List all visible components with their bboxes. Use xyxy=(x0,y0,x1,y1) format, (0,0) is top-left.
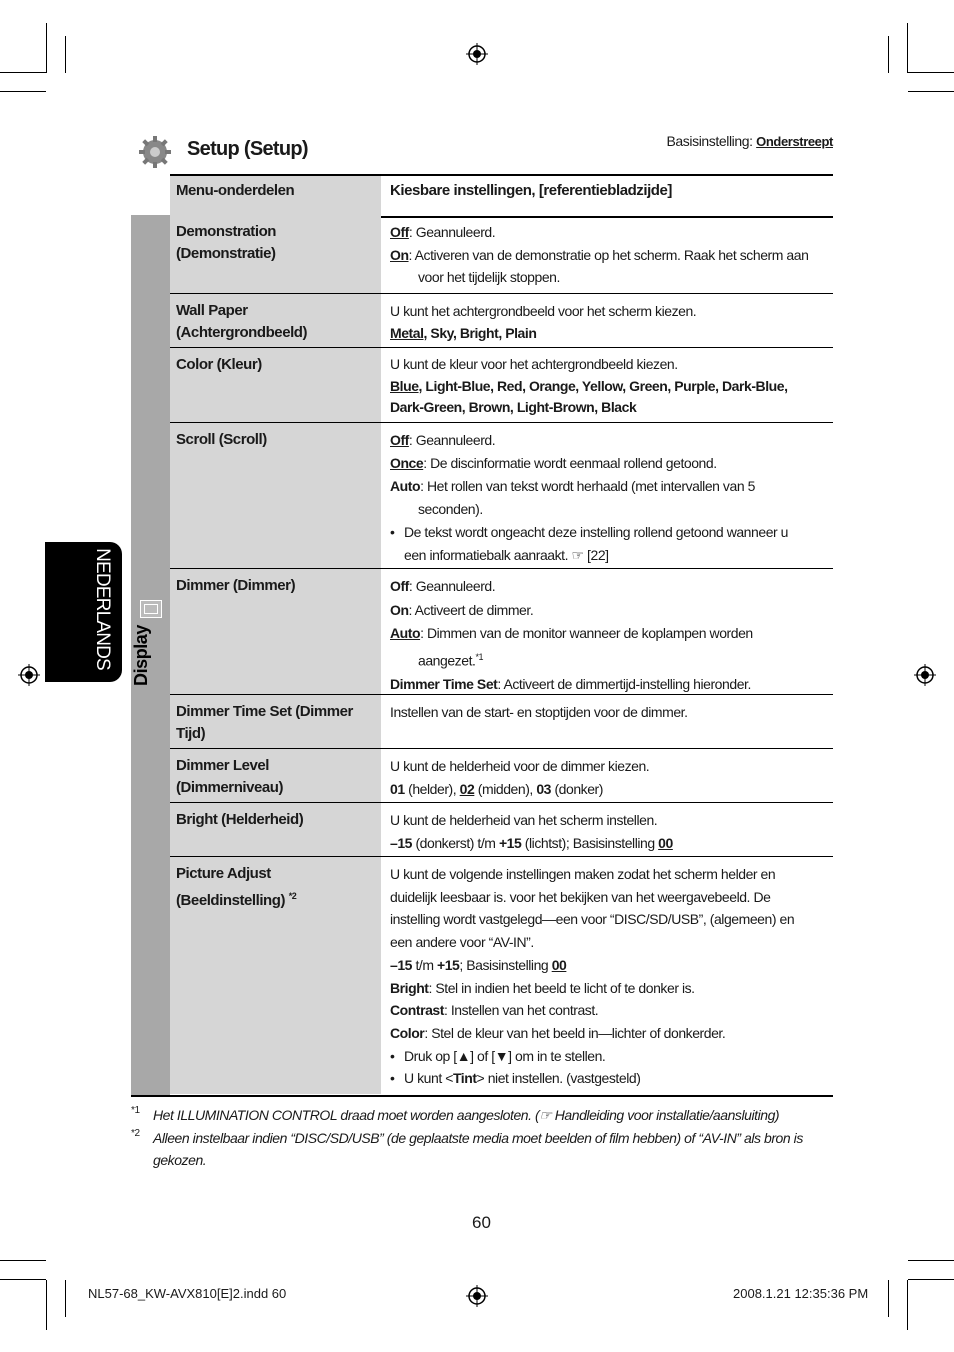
table-row: Picture Adjust (Beeldinstelling) $^{*2}$ U kunt de volgende instellingen maken zodat het scherm helder en duidelijk leesbaar is. voor het bekijken van het weergavebeeld. De instelling wordt vastgelegd—een voor “DISC/SD/USB”, (algemeen) en een andere voor “AV-IN”. –15 t/m +15; Basisinstelling 00 Bright: Stel in indien het beeld te licht of te donker is. Contrast: Instellen van het contrast. Color: Stel de kleur van het beeld in—lichter of donkerder. • Druk op [▲] of [▼] om in te stellen. • U kunt <Tint> niet instellen. (vastgesteld) xyxy=(170,857,833,1094)
display-icon xyxy=(140,600,162,618)
language-tab-label: NEDERLANDS xyxy=(91,548,113,670)
crop-mark xyxy=(65,36,66,73)
crop-mark xyxy=(65,1280,66,1317)
table-row: Dimmer (Dimmer) Off: Geannuleerd. On: Activeert de dimmer. Auto: Dimmen van de monitor wanneer de koplampen worden aangezet.$^{*1}$ Dimmer Time Set: Activeert de dimmertijd-instelling hieronder. xyxy=(170,569,833,695)
column-header-items: Menu-onderdelen xyxy=(176,182,295,199)
table-header xyxy=(170,174,833,218)
crop-mark xyxy=(46,23,47,73)
slug-timestamp: 2008.1.21 12:35:36 PM xyxy=(733,1286,869,1301)
crop-mark xyxy=(907,23,908,73)
crop-mark xyxy=(907,1280,908,1330)
crop-mark xyxy=(908,72,954,73)
crop-mark xyxy=(0,72,46,73)
table-row: Bright (Helderheid) U kunt de helderheid van het scherm instellen. –15 (donkerst) t/m +15 (lichtst); Basisinstelling 00 xyxy=(170,803,833,857)
crop-mark xyxy=(908,1260,954,1261)
crop-mark xyxy=(908,1279,954,1280)
crop-mark xyxy=(888,1280,889,1317)
table-row: Wall Paper (Achtergrondbeeld) U kunt het achtergrondbeeld voor het scherm kiezen. Metal, Sky, Bright, Plain xyxy=(170,294,833,348)
table-bottom-rule xyxy=(131,1095,833,1097)
table-row: Dimmer Level (Dimmerniveau) U kunt de helderheid voor de dimmer kiezen. 01 (helder), 02 (midden), 03 (donker) xyxy=(170,749,833,803)
language-tab xyxy=(45,542,122,682)
settings-table xyxy=(130,174,833,1087)
registration-mark-icon xyxy=(18,664,40,686)
table-row: Scroll (Scroll) Off: Geannuleerd. Once: De discinformatie wordt eenmaal rollend getoond. Auto: Het rollen van tekst wordt herhaald (met intervallen van 5 seconden). • De tekst wordt ongeacht deze instelling rollend getoond wanneer u een informatiebalk aanraakt. ☞ [22] xyxy=(170,423,833,569)
section-sidebar xyxy=(131,215,170,1095)
crop-mark xyxy=(908,91,954,92)
table-row: Dimmer Time Set (Dimmer Tijd) Instellen van de start- en stoptijden voor de dimmer. xyxy=(170,695,833,749)
table-row: Demonstration (Demonstratie) Off: Geannuleerd. On: Activeren van de demonstratie op het scherm. Raak het scherm aan voor het tijdelijk stoppen. xyxy=(170,215,833,294)
crop-mark xyxy=(0,1260,46,1261)
default-setting-legend: Basisinstelling: Onderstreept xyxy=(666,133,833,149)
registration-mark-icon xyxy=(466,43,488,65)
section-label: Display xyxy=(130,625,151,686)
registration-mark-icon xyxy=(466,1285,488,1307)
crop-mark xyxy=(888,36,889,73)
page-title: Setup (Setup) xyxy=(187,138,308,160)
page-number: 60 xyxy=(472,1213,491,1232)
registration-mark-icon xyxy=(914,664,936,686)
column-header-settings: Kiesbare instellingen, [referentiebladzijde] xyxy=(390,182,672,199)
crop-mark xyxy=(0,91,46,92)
table-row: Color (Kleur) U kunt de kleur voor het achtergrondbeeld kiezen. Blue, Light-Blue, Red, Orange, Yellow, Green, Purple, Dark-Blue, Dark-Green, Brown, Light-Brown, Black xyxy=(170,348,833,423)
crop-mark xyxy=(0,1279,46,1280)
gear-icon xyxy=(138,135,172,169)
slug-filename: NL57-68_KW-AVX810[E]2.indd 60 xyxy=(88,1286,287,1301)
crop-mark xyxy=(46,1280,47,1330)
